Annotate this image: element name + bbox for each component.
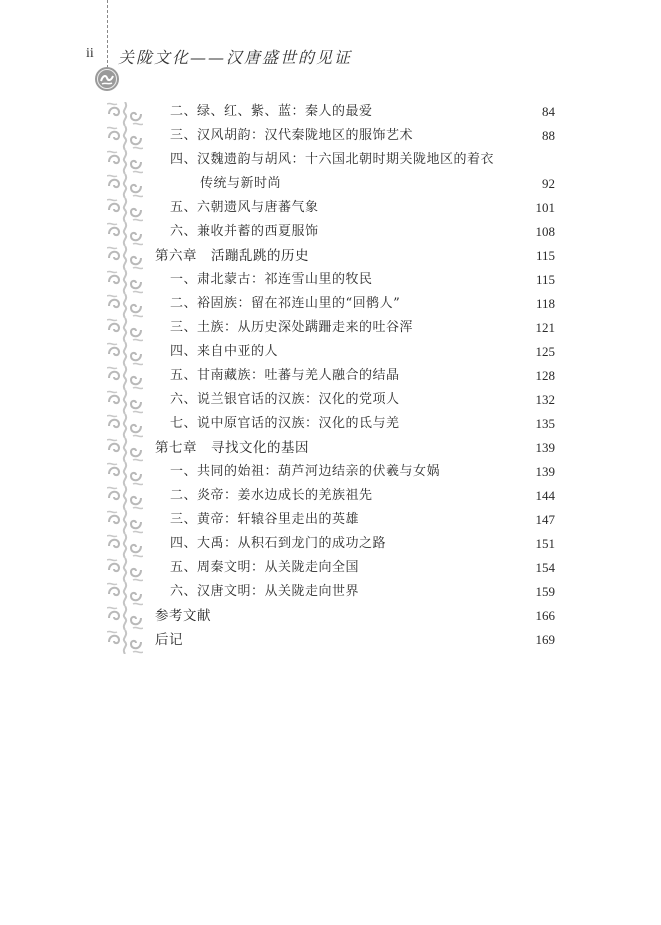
toc-entry-title: 四、来自中亚的人 [170,344,279,359]
toc-entry-page: 154 [535,560,555,575]
toc-entry[interactable] [0,460,661,484]
toc-entry-page: 125 [535,344,555,359]
toc-entry[interactable] [0,196,661,220]
toc-chapter-title: 第六章 活蹦乱跳的历史 [155,248,309,264]
toc-entry-title: 四、大禹：从积石到龙门的成功之路 [170,536,387,551]
toc-entry-page: 144 [535,488,555,503]
toc-entry-title: 四、汉魏遗韵与胡风：十六国北朝时期关陇地区的着衣 [170,152,495,167]
toc-entry-page: 132 [535,392,555,407]
toc-entry-page: 115 [535,272,555,287]
seal-emblem-icon [94,66,120,92]
toc-chapter-title: 第七章 寻找文化的基因 [155,440,309,456]
toc-entry[interactable] [0,364,661,388]
toc-entry[interactable] [0,292,661,316]
toc-entry[interactable] [0,316,661,340]
toc-entry[interactable] [0,172,661,196]
toc-entry-title: 一、共同的始祖：葫芦河边结亲的伏羲与女娲 [170,464,441,479]
toc-entry-title: 六、汉唐文明：从关陇走向世界 [170,584,360,599]
toc-entry-page: 151 [535,536,555,551]
toc-chapter-page: 169 [535,632,555,647]
toc-entry[interactable] [0,508,661,532]
toc-entry[interactable] [0,412,661,436]
toc-entry-title: 三、土族：从历史深处蹒跚走来的吐谷浑 [170,320,414,335]
toc-entry-title: 五、周秦文明：从关陇走向全国 [170,560,360,575]
toc-entry[interactable] [0,124,661,148]
toc-entry-title: 二、炎帝：姜水边成长的羌族祖先 [170,488,373,503]
toc-chapter[interactable] [0,628,661,652]
toc-entry-title: 五、甘南藏族：吐蕃与羌人融合的结晶 [170,368,400,383]
toc-chapter-title: 参考文献 [155,608,211,624]
toc-chapter-page: 139 [535,440,555,455]
toc-entry[interactable] [0,100,661,124]
toc-entry-page: 84 [542,104,555,119]
toc-entry[interactable] [0,220,661,244]
toc-chapter-title: 后记 [155,632,183,648]
toc-entry-page: 139 [535,464,555,479]
toc-entry-title: 五、六朝遗风与唐蕃气象 [170,200,319,215]
toc-entry-title: 七、说中原官话的汉族：汉化的氐与羌 [170,416,400,431]
page-number: ii [86,46,94,61]
toc-chapter[interactable] [0,604,661,628]
toc-entry[interactable] [0,268,661,292]
toc-entry[interactable] [0,580,661,604]
toc-entry-title: 六、兼收并蓄的西夏服饰 [170,224,319,239]
toc-entry-title: 三、汉风胡韵：汉代秦陇地区的服饰艺术 [170,128,414,143]
toc-entry-title: 六、说兰银官话的汉族：汉化的党项人 [170,392,400,407]
toc-entry-title: 二、裕固族：留在祁连山里的“回鹘人” [170,296,401,311]
toc-chapter-page: 166 [535,608,555,623]
toc-entry-page: 88 [542,128,555,143]
toc-entry-page: 108 [535,224,555,239]
toc-entry-page: 128 [535,368,555,383]
toc-entry-page: 121 [535,320,555,335]
toc-entry-page: 101 [535,200,555,215]
toc-entry-page: 147 [535,512,555,527]
toc-entry-title: 传统与新时尚 [200,176,282,191]
toc-entry[interactable] [0,340,661,364]
toc-chapter[interactable] [0,436,661,460]
toc-entry-page: 92 [542,176,555,191]
toc-entry[interactable] [0,484,661,508]
toc-entry-title: 一、肃北蒙古：祁连雪山里的牧民 [170,272,373,287]
toc-chapter[interactable] [0,244,661,268]
toc-entry-page: 118 [535,296,555,311]
toc-entry[interactable] [0,388,661,412]
toc-entry-title: 二、绿、红、紫、蓝：秦人的最爱 [170,104,373,119]
toc-entry[interactable] [0,532,661,556]
toc-entry-page: 135 [535,416,555,431]
toc-chapter-page: 115 [535,248,555,263]
toc-entry-page: 159 [535,584,555,599]
toc-entry[interactable] [0,148,661,172]
toc-entry[interactable] [0,556,661,580]
toc-entry-title: 三、黄帝：轩辕谷里走出的英雄 [170,512,360,527]
running-title: 关陇文化——汉唐盛世的见证 [118,48,353,67]
